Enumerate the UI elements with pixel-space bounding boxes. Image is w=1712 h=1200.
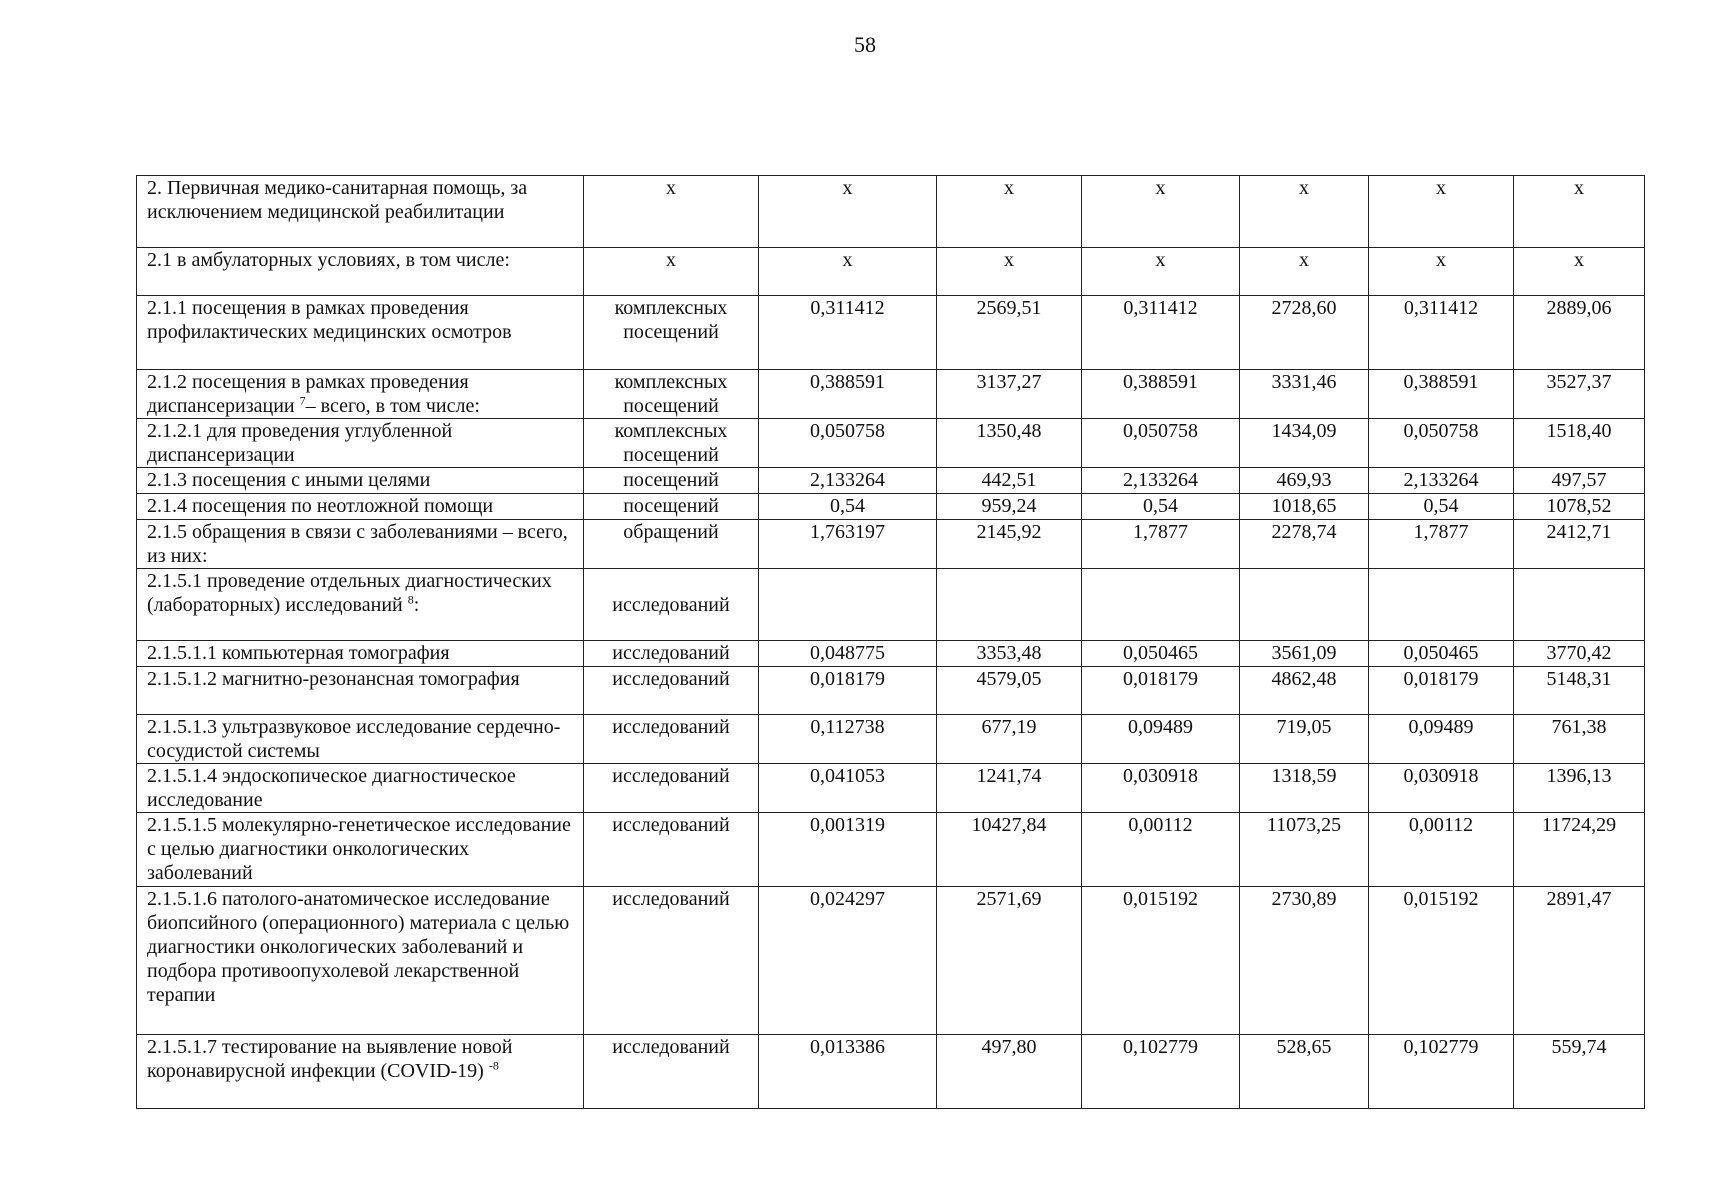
value-cell: 2,133264 xyxy=(1082,468,1240,494)
table-row xyxy=(137,296,1645,370)
value-cell: 0,050465 xyxy=(1369,641,1514,667)
row-name xyxy=(137,419,584,468)
value-cell: 0,388591 xyxy=(1369,370,1514,419)
value-cell: 719,05 xyxy=(1240,715,1369,764)
value-cell: 497,57 xyxy=(1514,468,1645,494)
row-name-text: 2. Первичная медико-санитарная помощь, за исключением медицинской реабилитации xyxy=(147,177,528,223)
table-row xyxy=(137,667,1645,715)
table-row xyxy=(137,468,1645,494)
row-name xyxy=(137,764,584,813)
value-cell xyxy=(1240,569,1369,641)
row-name xyxy=(137,468,584,494)
row-name-text: 2.1.5.1.5 молекулярно-генетическое исследование с целью диагностики онкологических заболеваний xyxy=(147,814,571,884)
unit-cell: исследований xyxy=(584,569,759,641)
value-cell xyxy=(1514,569,1645,641)
value-cell: 1350,48 xyxy=(937,419,1082,468)
row-name xyxy=(137,569,584,641)
value-cell: 559,74 xyxy=(1514,1035,1645,1109)
value-cell: 0,102779 xyxy=(1082,1035,1240,1109)
unit-cell: посещений xyxy=(584,468,759,494)
value-cell: 0,311412 xyxy=(1082,296,1240,370)
row-name xyxy=(137,248,584,296)
value-cell: 0,013386 xyxy=(759,1035,937,1109)
row-name-text: 2.1.5.1.4 эндоскопическое диагностическое исследование xyxy=(147,765,516,811)
row-name xyxy=(137,715,584,764)
value-cell: 497,80 xyxy=(937,1035,1082,1109)
table-row xyxy=(137,520,1645,569)
row-name-text: 2.1.5.1.7 тестирование на выявление новой коронавирусной инфекции (COVID-19) xyxy=(147,1036,513,1082)
value-cell: 2571,69 xyxy=(937,887,1082,1035)
unit-cell: исследований xyxy=(584,887,759,1035)
value-cell: 2730,89 xyxy=(1240,887,1369,1035)
row-name-text: 2.1.1 посещения в рамках проведения профилактических медицинских осмотров xyxy=(147,297,512,343)
value-cell: 0,00112 xyxy=(1082,813,1240,887)
value-cell: 0,041053 xyxy=(759,764,937,813)
table-row xyxy=(137,569,1645,641)
value-cell: х xyxy=(1082,176,1240,248)
value-cell: 0,311412 xyxy=(1369,296,1514,370)
row-name-suffix: : xyxy=(413,594,420,616)
value-cell: 2412,71 xyxy=(1514,520,1645,569)
table-row xyxy=(137,419,1645,468)
row-name-text: 2.1.3 посещения с иными целями xyxy=(147,469,431,491)
footnote-ref: -8 xyxy=(488,1058,499,1073)
table-row xyxy=(137,641,1645,667)
value-cell: х xyxy=(1369,248,1514,296)
row-name xyxy=(137,494,584,520)
value-cell: 0,112738 xyxy=(759,715,937,764)
unit-cell: исследований xyxy=(584,764,759,813)
row-name-text: 2.1.5.1 проведение отдельных диагностических (лабораторных) исследований xyxy=(147,570,552,616)
value-cell: 2889,06 xyxy=(1514,296,1645,370)
value-cell: 3561,09 xyxy=(1240,641,1369,667)
value-cell: 11724,29 xyxy=(1514,813,1645,887)
value-cell: 442,51 xyxy=(937,468,1082,494)
value-cell: 1078,52 xyxy=(1514,494,1645,520)
value-cell: 0,018179 xyxy=(1369,667,1514,715)
value-cell xyxy=(759,569,937,641)
footnote-ref: 7 xyxy=(299,393,306,408)
value-cell: 3353,48 xyxy=(937,641,1082,667)
row-name xyxy=(137,370,584,419)
value-cell: 1,7877 xyxy=(1369,520,1514,569)
value-cell: х xyxy=(937,248,1082,296)
table-row xyxy=(137,494,1645,520)
value-cell: 469,93 xyxy=(1240,468,1369,494)
value-cell: 5148,31 xyxy=(1514,667,1645,715)
row-name xyxy=(137,813,584,887)
table-row xyxy=(137,176,1645,248)
unit-cell: исследований xyxy=(584,667,759,715)
row-name-text: 2.1.2 посещения в рамках проведения диспансеризации xyxy=(147,371,469,417)
table-row xyxy=(137,370,1645,419)
value-cell: 1396,13 xyxy=(1514,764,1645,813)
value-cell: 11073,25 xyxy=(1240,813,1369,887)
row-name-text: 2.1.2.1 для проведения углубленной диспансеризации xyxy=(147,420,453,466)
value-cell: 0,050758 xyxy=(1369,419,1514,468)
unit-cell: исследований xyxy=(584,641,759,667)
row-name-text: 2.1.5.1.6 патолого-анатомическое исследование биопсийного (операционного) материала с целью диагностики онкологических заболеваний и подбора противоопухолевой лекарственной терапии xyxy=(147,888,570,1006)
value-cell: 2891,47 xyxy=(1514,887,1645,1035)
table-row xyxy=(137,715,1645,764)
value-cell: 1,7877 xyxy=(1082,520,1240,569)
value-cell: 10427,84 xyxy=(937,813,1082,887)
value-cell: 3527,37 xyxy=(1514,370,1645,419)
value-cell: 1018,65 xyxy=(1240,494,1369,520)
norms-table xyxy=(136,175,1645,1109)
value-cell: 677,19 xyxy=(937,715,1082,764)
value-cell: 0,00112 xyxy=(1369,813,1514,887)
unit-cell: х xyxy=(584,176,759,248)
row-name-text: 2.1.5.1.3 ультразвуковое исследование сердечно-сосудистой системы xyxy=(147,716,561,762)
value-cell: 0,102779 xyxy=(1369,1035,1514,1109)
row-name xyxy=(137,667,584,715)
value-cell: 0,09489 xyxy=(1369,715,1514,764)
value-cell: 2145,92 xyxy=(937,520,1082,569)
unit-cell: комплексных посещений xyxy=(584,370,759,419)
page-number: 58 xyxy=(854,32,876,57)
unit-cell: посещений xyxy=(584,494,759,520)
row-name xyxy=(137,887,584,1035)
value-cell: 0,388591 xyxy=(1082,370,1240,419)
value-cell: 0,024297 xyxy=(759,887,937,1035)
value-cell xyxy=(1369,569,1514,641)
unit-cell: х xyxy=(584,248,759,296)
value-cell: х xyxy=(1369,176,1514,248)
value-cell: 4862,48 xyxy=(1240,667,1369,715)
row-name-text: 2.1.5.1.1 компьютерная томография xyxy=(147,642,450,664)
row-name xyxy=(137,641,584,667)
row-name xyxy=(137,520,584,569)
value-cell: 3770,42 xyxy=(1514,641,1645,667)
value-cell: 0,050758 xyxy=(1082,419,1240,468)
table-row xyxy=(137,1035,1645,1109)
unit-cell: комплексных посещений xyxy=(584,419,759,468)
value-cell: 0,001319 xyxy=(759,813,937,887)
row-name-text: 2.1 в амбулаторных условиях, в том числе: xyxy=(147,249,510,271)
row-name-text: 2.1.5 обращения в связи с заболеваниями – всего, из них: xyxy=(147,521,568,567)
value-cell xyxy=(1082,569,1240,641)
value-cell: 1434,09 xyxy=(1240,419,1369,468)
table-row xyxy=(137,248,1645,296)
value-cell: 0,54 xyxy=(1369,494,1514,520)
value-cell: 761,38 xyxy=(1514,715,1645,764)
row-name xyxy=(137,1035,584,1109)
row-name-text: 2.1.4 посещения по неотложной помощи xyxy=(147,495,494,517)
row-name-suffix: – всего, в том числе: xyxy=(305,395,480,417)
value-cell: 0,09489 xyxy=(1082,715,1240,764)
value-cell: 0,048775 xyxy=(759,641,937,667)
value-cell: 1518,40 xyxy=(1514,419,1645,468)
row-name xyxy=(137,296,584,370)
value-cell: х xyxy=(937,176,1082,248)
value-cell: 959,24 xyxy=(937,494,1082,520)
value-cell: 2569,51 xyxy=(937,296,1082,370)
value-cell: х xyxy=(759,248,937,296)
value-cell: 0,388591 xyxy=(759,370,937,419)
row-name-text: 2.1.5.1.2 магнитно-резонансная томография xyxy=(147,668,520,690)
value-cell: х xyxy=(1240,248,1369,296)
row-name xyxy=(137,176,584,248)
value-cell: 1,763197 xyxy=(759,520,937,569)
table-row xyxy=(137,764,1645,813)
value-cell: х xyxy=(1514,248,1645,296)
value-cell: х xyxy=(1240,176,1369,248)
value-cell: 0,018179 xyxy=(759,667,937,715)
value-cell: 0,030918 xyxy=(1082,764,1240,813)
value-cell: 2278,74 xyxy=(1240,520,1369,569)
value-cell: 2,133264 xyxy=(1369,468,1514,494)
value-cell: 3331,46 xyxy=(1240,370,1369,419)
value-cell: 0,050465 xyxy=(1082,641,1240,667)
value-cell: 1241,74 xyxy=(937,764,1082,813)
unit-cell: исследований xyxy=(584,1035,759,1109)
value-cell xyxy=(937,569,1082,641)
value-cell: 2,133264 xyxy=(759,468,937,494)
value-cell: х xyxy=(1514,176,1645,248)
value-cell: х xyxy=(1082,248,1240,296)
value-cell: 0,015192 xyxy=(1082,887,1240,1035)
unit-cell: исследований xyxy=(584,813,759,887)
value-cell: 1318,59 xyxy=(1240,764,1369,813)
table-row xyxy=(137,887,1645,1035)
value-cell: х xyxy=(759,176,937,248)
value-cell: 0,54 xyxy=(1082,494,1240,520)
value-cell: 0,015192 xyxy=(1369,887,1514,1035)
table-row xyxy=(137,813,1645,887)
value-cell: 0,030918 xyxy=(1369,764,1514,813)
table-body xyxy=(137,176,1645,1109)
unit-cell: комплексных посещений xyxy=(584,296,759,370)
value-cell: 0,311412 xyxy=(759,296,937,370)
value-cell: 4579,05 xyxy=(937,667,1082,715)
unit-cell: обращений xyxy=(584,520,759,569)
footnote-ref: 8 xyxy=(407,592,414,607)
value-cell: 0,018179 xyxy=(1082,667,1240,715)
value-cell: 3137,27 xyxy=(937,370,1082,419)
value-cell: 528,65 xyxy=(1240,1035,1369,1109)
unit-cell: исследований xyxy=(584,715,759,764)
value-cell: 0,54 xyxy=(759,494,937,520)
value-cell: 2728,60 xyxy=(1240,296,1369,370)
value-cell: 0,050758 xyxy=(759,419,937,468)
